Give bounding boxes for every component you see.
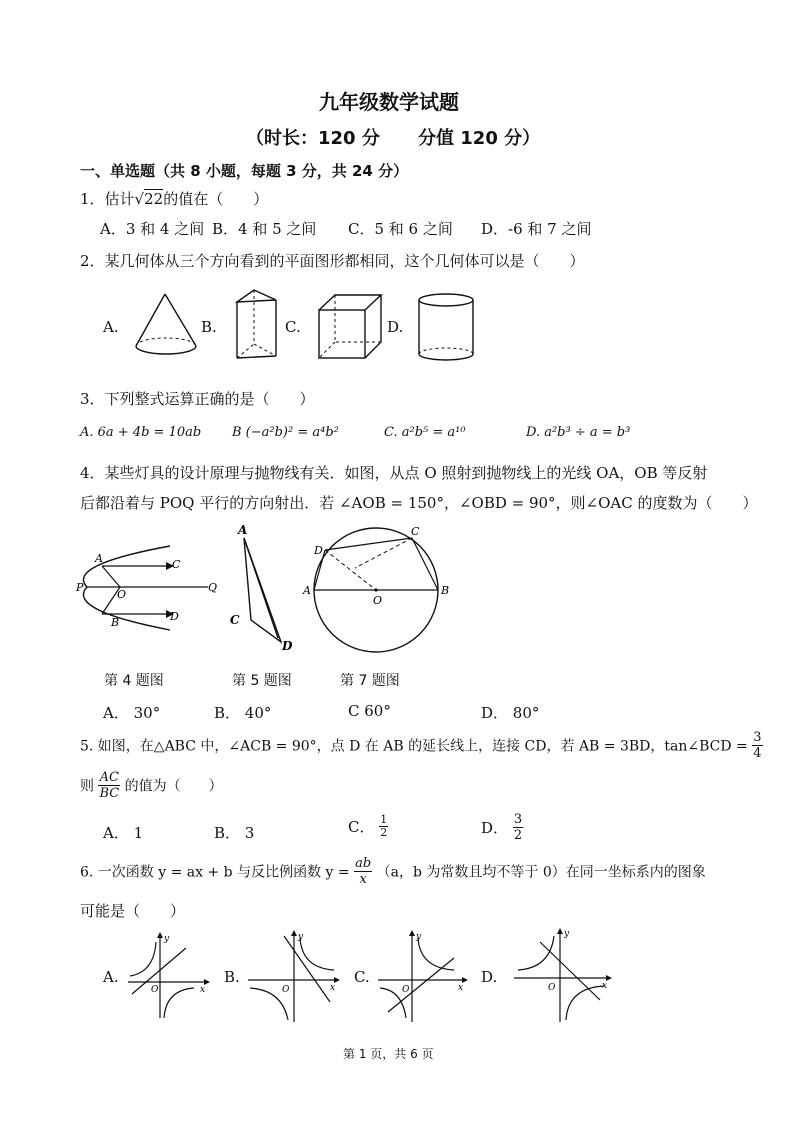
q6a-y-label: y [164, 934, 170, 944]
q3-option-b[interactable]: B (−a²b)² = a⁴b² [232, 425, 339, 440]
exam-score: 分值 120 分） [418, 128, 541, 149]
fig7-label-b: B [441, 584, 450, 597]
q6-option-c-label[interactable]: C. [354, 968, 370, 986]
section-heading: 一、单选题（共 8 小题，每题 3 分，共 24 分） [80, 162, 409, 180]
q6a-o-label: O [151, 985, 159, 995]
q2-option-a-label[interactable]: A. [103, 318, 119, 336]
q6-graph-d [510, 926, 614, 1026]
q3-option-d[interactable]: D. a²b³ ÷ a = b³ [526, 425, 631, 440]
q1-stem-b: 的值在（ ） [163, 190, 269, 208]
q5-stem-a: 5. 如图，在△ABC 中，∠ACB = 90°，点 D 在 AB 的延长线上，连接 CD，若 AB = 3BD，tan∠BCD = [80, 738, 748, 755]
q2-option-b-label[interactable]: B. [201, 318, 217, 336]
q6-option-d-label[interactable]: D. [481, 968, 498, 986]
q6d-o-label: O [548, 983, 556, 993]
q5-tan-denominator: 4 [753, 746, 762, 761]
q5-stem-b-suffix: 的值为（ ） [124, 778, 223, 795]
q6-graph-c [374, 930, 470, 1026]
q5-option-c-fraction [379, 814, 388, 839]
q5-tan-numerator: 3 [753, 730, 762, 745]
q3-option-c[interactable]: C. a²b⁵ = a¹⁰ [384, 425, 466, 440]
q6-graph-b [246, 930, 342, 1026]
fig5-label-d: D [282, 639, 293, 653]
q5-option-d-num: 3 [513, 812, 523, 827]
q2-option-c-label[interactable]: C. [285, 318, 301, 336]
q5-option-d-label: D． [481, 819, 509, 837]
fig7-label-o: O [373, 594, 383, 607]
q5-option-b[interactable]: B． 3 [214, 824, 255, 842]
page-title: 九年级数学试题 [319, 90, 459, 114]
q6b-y-label: y [298, 932, 304, 942]
q6-option-a-label[interactable]: A. [103, 968, 119, 986]
q3-option-a[interactable]: A. 6a + 4b = 10ab [80, 425, 202, 440]
fig5-label-c: C [230, 613, 240, 627]
q4-option-b[interactable]: B． 40° [214, 704, 272, 722]
q6b-o-label: O [282, 985, 290, 995]
figure-4-caption: 第 4 题图 [104, 673, 164, 689]
page-number: 第 1 页，共 6 页 [343, 1047, 434, 1061]
q5-option-a[interactable]: A． 1 [103, 824, 144, 842]
q1-option-d[interactable]: D．-6 和 7 之间 [481, 220, 592, 238]
figure-5-caption: 第 5 题图 [232, 673, 292, 689]
q1-option-b[interactable]: B．4 和 5 之间 [212, 220, 317, 238]
fig4-label-p: P [76, 581, 84, 594]
q6a-x-label: x [200, 985, 206, 995]
fig4-label-q: Q [208, 581, 218, 594]
q6d-x-label: x [602, 981, 608, 991]
q6-stem-a: 6. 一次函数 y = ax + b 与反比例函数 y = [80, 864, 350, 881]
q6-stem-b: （a，b 为常数且均不等于 0）在同一坐标系内的图象 [376, 864, 706, 881]
q4-option-c[interactable]: C 60° [348, 702, 391, 720]
q5-stem-b-prefix: 则 [80, 778, 94, 795]
question-5-line-2 [80, 770, 223, 801]
q4-option-a[interactable]: A． 30° [103, 704, 161, 722]
figure-7-caption: 第 7 题图 [340, 673, 400, 689]
fig5-label-a: A [238, 523, 248, 537]
q1-stem-a: 1．估计 [80, 190, 135, 208]
q1-option-c[interactable]: C．5 和 6 之间 [348, 220, 453, 238]
fig4-label-c: C [172, 558, 181, 571]
q5-option-c[interactable] [348, 814, 388, 839]
question-3-stem: 3．下列整式运算正确的是（ ） [80, 390, 315, 408]
q6-fraction [354, 856, 372, 887]
cone-figure [132, 290, 202, 360]
q6d-y-label: y [564, 929, 570, 939]
fig7-label-c: C [411, 525, 420, 538]
q6c-y-label: y [416, 932, 422, 942]
fig7-label-a: A [303, 584, 311, 597]
exam-duration: （时长：120 分 [246, 128, 380, 149]
question-5-line-1 [80, 730, 763, 761]
question-4-line-1: 4．某些灯具的设计原理与抛物线有关．如图，从点 O 照射到抛物线上的光线 OA，OB 等反射 [80, 464, 708, 482]
q5-option-d-den: 2 [513, 828, 523, 843]
q2-option-d-label[interactable]: D. [387, 318, 404, 336]
q5-tan-fraction [752, 730, 762, 761]
question-4-line-2: 后都沿着与 POQ 平行的方向射出．若 ∠AOB = 150°，∠OBD = 90°，则∠OAC 的度数为（ ） [80, 494, 758, 512]
question-6-line-1 [80, 856, 706, 887]
figure-4-parabola [76, 540, 226, 640]
fig7-label-d: D [314, 544, 323, 557]
q6b-x-label: x [330, 983, 336, 993]
fig4-label-b: B [111, 616, 120, 629]
q6-fraction-numerator: ab [355, 856, 372, 871]
q5-option-c-num: 1 [380, 813, 388, 826]
q1-option-a[interactable]: A．3 和 4 之间 [100, 220, 205, 238]
cylinder-figure [416, 292, 478, 364]
question-6-line-2: 可能是（ ） [80, 902, 186, 920]
question-1-stem [80, 188, 268, 209]
q5-ratio-numerator: AC [99, 770, 119, 785]
q6-fraction-denominator: x [359, 872, 367, 887]
q6c-x-label: x [458, 983, 464, 993]
fig4-label-d: D [170, 610, 179, 623]
q5-option-d-fraction [513, 812, 523, 843]
cube-figure [316, 292, 384, 362]
fig4-label-o: O [117, 588, 127, 601]
q6c-o-label: O [402, 985, 410, 995]
figure-7-circle [300, 520, 450, 668]
q5-option-c-den: 2 [380, 826, 388, 839]
q4-option-d[interactable]: D． 80° [481, 704, 540, 722]
q6-graph-a [124, 932, 210, 1022]
fig4-label-a: A [95, 552, 103, 565]
q6-option-b-label[interactable]: B. [224, 968, 240, 986]
figure-5-triangle [224, 520, 304, 660]
q5-option-c-label: C． [348, 818, 375, 836]
prism-figure [232, 288, 282, 366]
q5-ratio-denominator: BC [99, 786, 120, 801]
q5-option-d[interactable] [481, 812, 523, 843]
question-2-stem: 2．某几何体从三个方向看到的平面图形都相同，这个几何体可以是（ ） [80, 252, 585, 270]
sqrt-sign: √ [134, 190, 145, 208]
q1-radicand: 22 [144, 190, 164, 208]
q5-ratio-fraction [98, 770, 120, 801]
